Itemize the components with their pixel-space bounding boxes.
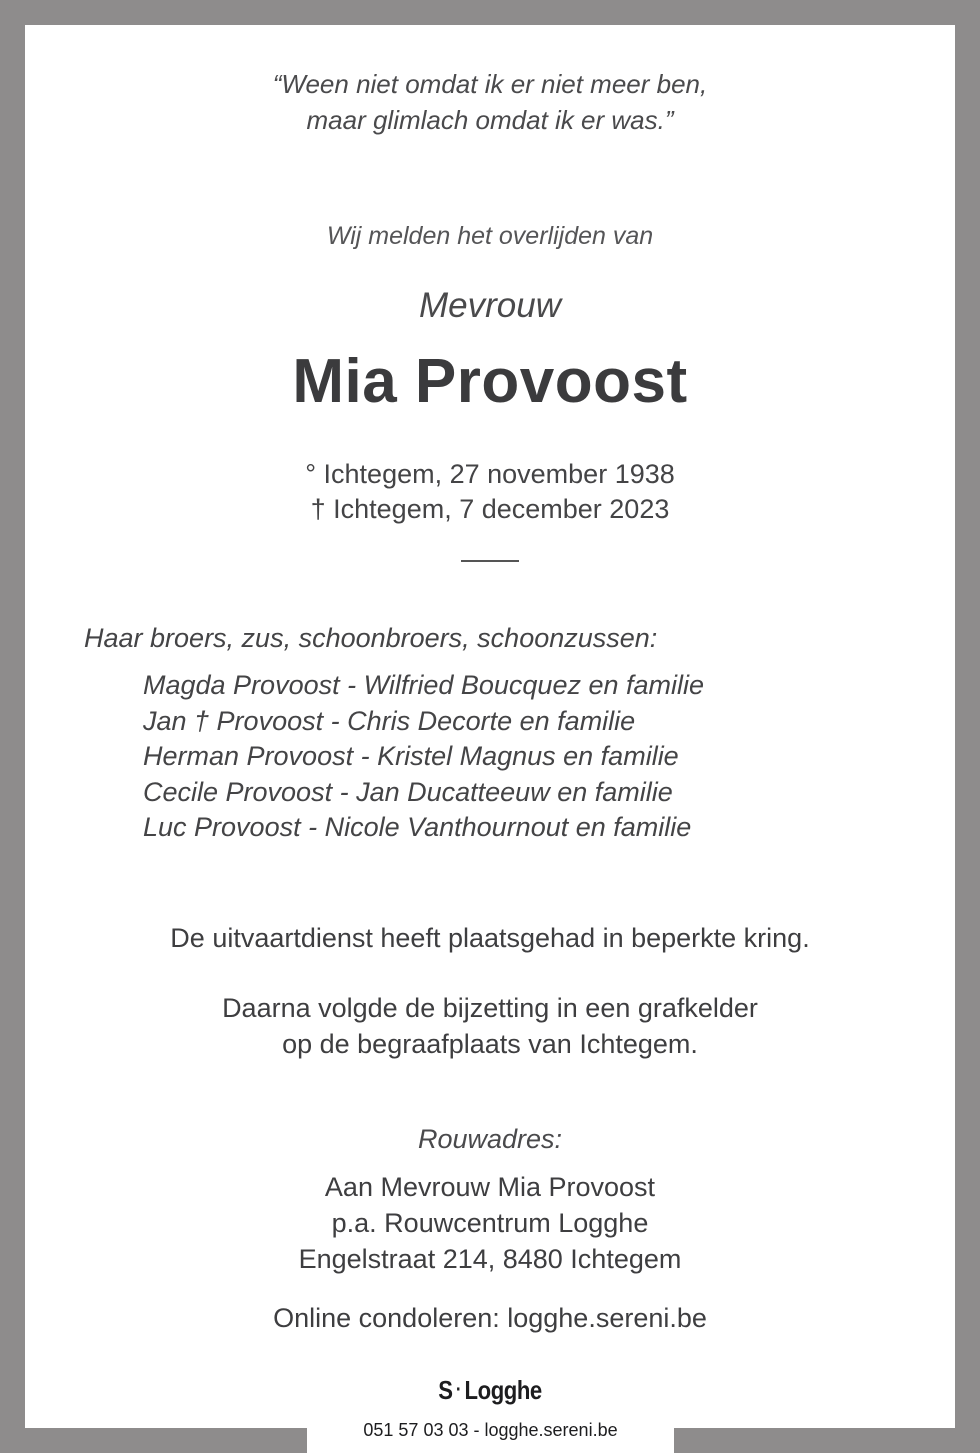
intro-text: Wij melden het overlijden van [326,222,654,250]
family-member: Cecile Provoost - Jan Ducatteeuw en familie [143,776,673,807]
burial-line-2: op de begraafplaats van Ichtegem. [282,1029,698,1059]
service-text: De uitvaartdienst heeft plaatsgehad in beperkte kring. [170,923,810,953]
family-member: Jan † Provoost - Chris Decorte en familie [143,705,636,736]
divider [461,560,519,562]
family-member: Luc Provoost - Nicole Vanthournout en familie [143,812,692,843]
frame-bottom-left [0,1428,307,1453]
quote-line-1: “Ween niet omdat ik er niet meer ben, [272,69,708,99]
address-line-3: Engelstraat 214, 8480 Ichtegem [298,1244,682,1274]
family-member: Herman Provoost - Kristel Magnus en familie [143,741,679,772]
deceased-name: Mia Provoost [292,347,688,416]
family-heading: Haar broers, zus, schoonbroers, schoonzussen: [84,623,658,653]
address-label: Rouwadres: [417,1124,563,1154]
dates [0,457,980,527]
address-line-2: p.a. Rouwcentrum Logghe [331,1208,649,1238]
frame-top [0,0,980,25]
burial-text [0,990,980,1062]
birth-date: ° Ichtegem, 27 november 1938 [305,459,675,489]
online-condolence: Online condoleren: logghe.sereni.be [273,1303,707,1333]
salutation: Mevrouw [419,286,561,325]
family-member: Magda Provoost - Wilfried Boucquez en familie [143,670,705,700]
burial-line-1: Daarna volgde de bijzetting in een grafkelder [222,993,758,1023]
address-line-1: Aan Mevrouw Mia Provoost [324,1172,656,1202]
death-date: † Ichtegem, 7 december 2023 [310,494,670,524]
funeral-home-logo [74,1375,907,1405]
logo-name: Logghe [464,1375,542,1405]
quote [0,66,980,138]
address [0,1169,980,1277]
family-list [143,668,704,846]
logo-separator: · [455,1379,462,1401]
frame-bottom-right [674,1428,980,1453]
logo-mark-icon: S [438,1375,453,1405]
footer-contact: 051 57 03 03 - logghe.sereni.be [363,1420,618,1440]
quote-line-2: maar glimlach omdat ik er was.” [306,105,674,135]
